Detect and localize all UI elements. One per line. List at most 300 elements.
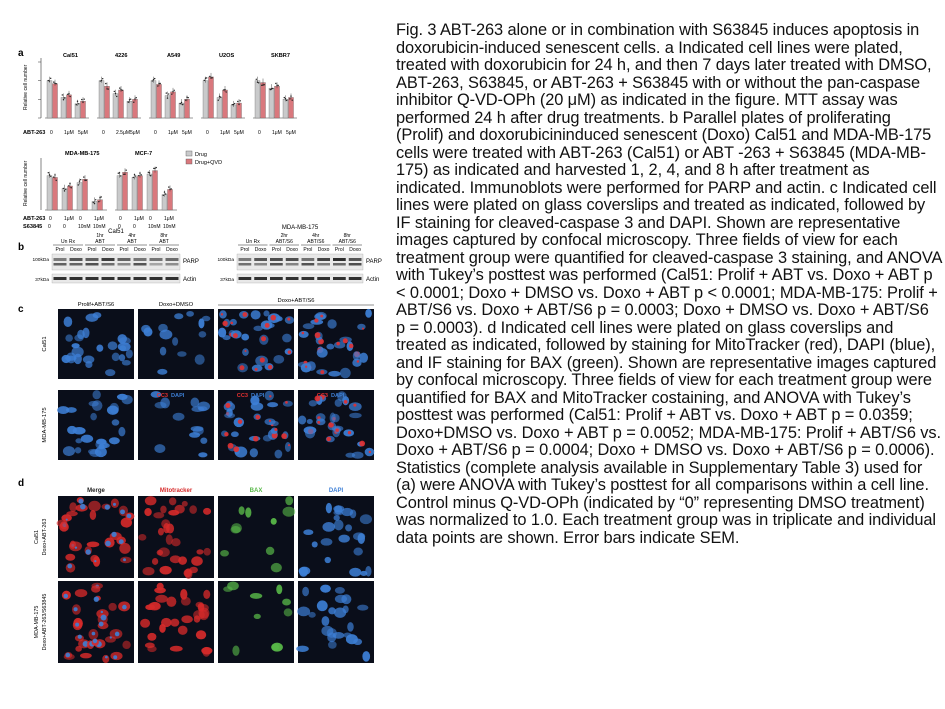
accent-signal (101, 611, 103, 613)
lane-label: Prol (240, 247, 250, 253)
accent-signal (101, 615, 107, 621)
cleaved-parp-band (166, 263, 179, 266)
accent-signal (105, 505, 110, 510)
cellline-title: MCF-7 (135, 151, 153, 157)
cell-nucleus (198, 452, 207, 457)
data-point (171, 188, 172, 189)
data-point (102, 78, 103, 79)
cell-nucleus (145, 643, 155, 649)
accent-signal (93, 639, 98, 644)
data-point (262, 84, 263, 85)
accent-signal (288, 444, 290, 446)
cell-nucleus (91, 585, 100, 592)
cell-nucleus (327, 632, 336, 642)
panel-b-label: b (18, 242, 25, 253)
data-point (220, 96, 221, 97)
cell-nucleus (317, 600, 328, 611)
data-point (83, 176, 84, 177)
cell-nucleus (335, 595, 347, 603)
cell-nucleus (326, 344, 334, 350)
accent-signal (242, 312, 247, 317)
cell-nucleus (93, 556, 100, 567)
bar (255, 81, 260, 118)
cell-nucleus (85, 361, 92, 368)
dapi-label: DAPI (331, 393, 345, 399)
lane-label: Doxo (254, 247, 267, 253)
bar (99, 81, 104, 118)
bar (53, 177, 58, 210)
parp-band (302, 258, 315, 261)
data-point (234, 103, 235, 104)
accent-signal (110, 636, 112, 638)
data-point (138, 175, 139, 176)
cell-nucleus (173, 413, 185, 421)
cell-nucleus (112, 419, 120, 425)
cleaved-parp-band (118, 263, 131, 266)
data-point (48, 172, 49, 173)
data-point (76, 104, 77, 105)
cell-nucleus (353, 638, 362, 645)
data-point (168, 186, 169, 187)
accent-signal (230, 322, 233, 325)
bar (165, 96, 170, 118)
xtick-label: 5μM (130, 130, 140, 136)
data-point (119, 87, 120, 88)
data-point (67, 94, 68, 95)
data-point (105, 83, 106, 84)
row2-abt-label: ABT-263 (23, 216, 46, 222)
panel-c-label: c (18, 304, 24, 315)
cleaved-parp-band (317, 263, 330, 266)
cell-nucleus (275, 450, 283, 459)
cell-nucleus (157, 369, 167, 375)
xtick-s6: 10nM (78, 224, 91, 230)
cell-nucleus (263, 435, 272, 442)
data-point (206, 77, 207, 78)
cell-nucleus (96, 344, 103, 351)
actin-band (333, 277, 346, 280)
cell-nucleus (203, 508, 211, 515)
cell-nucleus (353, 532, 365, 540)
bar (283, 99, 288, 118)
accent-signal (78, 635, 82, 639)
cell-nucleus (254, 614, 261, 619)
cell-nucleus (198, 604, 208, 612)
cell-nucleus (75, 646, 82, 652)
protein-actin: Actin (183, 277, 197, 283)
ylabel-row2: Relative cell number (23, 160, 29, 206)
bar (168, 189, 173, 210)
cell-nucleus (154, 444, 165, 453)
cell-nucleus (335, 399, 342, 407)
accent-signal (255, 415, 260, 420)
timepoint-label: ABT (95, 239, 105, 245)
data-point (185, 100, 186, 101)
accent-signal (353, 404, 356, 407)
cell-nucleus (326, 503, 332, 513)
data-point (50, 176, 51, 177)
lane-label: Prol (271, 247, 281, 253)
cell-nucleus (80, 653, 92, 658)
cell-nucleus (105, 369, 115, 376)
parp-band (70, 258, 83, 261)
cell-nucleus (178, 626, 188, 635)
parp-band (150, 258, 163, 261)
xtick-abt: 0 (79, 216, 82, 222)
parp-band (349, 258, 362, 261)
timepoint-label: 2hr (280, 233, 288, 239)
data-point (141, 174, 142, 175)
accent-signal (94, 560, 96, 562)
cell-nucleus (172, 337, 178, 346)
data-point (156, 167, 157, 168)
cell-nucleus (57, 520, 68, 527)
cell-nucleus (353, 351, 360, 360)
cell-nucleus (223, 586, 233, 592)
timepoint-label: ABT/S6 (275, 239, 293, 245)
bar (209, 77, 214, 118)
actin-band (54, 277, 67, 280)
data-point (50, 78, 51, 79)
accent-signal (63, 594, 68, 599)
cell-nucleus (191, 556, 203, 566)
panel-a-row1 (23, 53, 297, 136)
cell-nucleus (196, 630, 206, 639)
cell-nucleus (345, 524, 352, 531)
data-point (168, 93, 169, 94)
cleaved-parp-band (270, 263, 283, 266)
bar (68, 186, 73, 210)
col-title: BAX (249, 488, 263, 494)
cell-nucleus (118, 427, 125, 437)
accent-signal (335, 429, 338, 432)
bar (53, 84, 58, 118)
data-point (275, 83, 276, 84)
cell-nucleus (185, 568, 193, 579)
data-point (223, 89, 224, 90)
data-point (130, 99, 131, 100)
data-point (212, 77, 213, 78)
accent-signal (265, 323, 270, 328)
data-point (284, 97, 285, 98)
cell-nucleus (320, 585, 331, 593)
cell-nucleus (224, 413, 235, 418)
cell-nucleus (296, 646, 309, 652)
cell-nucleus (282, 334, 292, 343)
accent-signal (357, 360, 360, 363)
data-point (264, 84, 265, 85)
cell-nucleus (92, 390, 100, 399)
cell-nucleus (360, 514, 372, 524)
cc3-label: CC3 (316, 393, 328, 399)
cell-nucleus (265, 391, 274, 401)
bar (113, 94, 118, 118)
actin-band (270, 277, 283, 280)
cell-nucleus (273, 355, 284, 364)
cell-nucleus (181, 597, 191, 606)
cell-nucleus (345, 453, 355, 458)
data-point (163, 195, 164, 196)
cell-nucleus (93, 312, 102, 318)
cell-nucleus (362, 651, 370, 662)
bar (151, 81, 156, 118)
parp-band (54, 258, 67, 261)
bar (185, 99, 190, 118)
bar (127, 101, 132, 118)
xtick-label: 5μM (234, 130, 244, 136)
lane-label: Doxo (286, 247, 298, 253)
data-point (53, 81, 54, 82)
cell-nucleus (75, 589, 87, 597)
cell-nucleus (200, 437, 207, 443)
cc3-label: CC3 (156, 393, 168, 399)
timepoint-label: Un Rx (61, 239, 75, 245)
figure-caption: Fig. 3 ABT-263 alone or in combination with S63845 induces apoptosis in doxorubicin-induced senescent cells. a Indicated cell lines were plated, treated with doxorubicin for 24 h, and then 7 days later treated with DMSO, ABT-263, S63845, or ABT-263 + S63845 with or without the pan-caspase inhibitor Q-VD-OPh (20 μM) as indicated in the figure. MTT assay was performed 24 h after drug treatments. b Parallel plates of proliferating (Prolif) and doxorubicininduced senescent (Doxo) Cal51 and MDA-MB-175 cells were treated with ABT-263 (Cal51) or ABT -263 + S63845 (MDA-MB-175) as indicated and harvested 1, 2, 4, and 8 h after treatment as indicated. Immunoblots were performed for PARP and actin. c Indicated cell lines were plated on glass coverslips and treated as indicated, followed by IF staining for cleaved-caspase 3 and DAPI. Shown are representative images captured by confocal microscopy. Three fields of view for each treatment group were quantified for cleaved-caspase 3 staining, and ANOVA with Tukey’s posttest was performed (Cal51: Prolif + ABT vs. Doxo + ABT p < 0.0001; Doxo + DMSO vs. Doxo + ABT p < 0.0001; MDA-MB-175: Prolif + ABT/S6 vs. Doxo + ABT/S6 p = 0.0003; Doxo + DMSO vs. Doxo + ABT/S6 p = 0.0003). d Indicated cell lines were plated on glass coverslips and treated as indicated, followed by staining for MitoTracker (red), DAPI (blue), and IF staining for BAX (green). Shown are representative images captured by confocal microscopy. Three fields of view for each treatment group were quantified for BAX and MitoTracker costaining, and ANOVA with Tukey’s posttest was performed (Cal51: Prolif + ABT vs. Doxo + ABT p = 0.0359; Doxo+DMSO vs. Doxo + ABT p = 0.0052; MDA-MB-175: Prolif + ABT/S6 vs. Doxo + ABT/S6 p = 0.0004; Doxo + DMSO vs. Doxo + ABT/S6 p = 0.0006). Statistics (complete analysis available in Supplementary Table 3) used for (a) were ANOVA with Tukey’s posttest for all comparisons within a cell line. Control minus Q-VD-OPh (indicated by “0” representing DMSO treatment) was normalized to 1.0. Each treatment group was in triplicate and individual data points are shown. Error bars indicate SEM. (396, 21, 942, 547)
data-point (160, 83, 161, 84)
accent-signal (344, 400, 348, 404)
cell-nucleus (231, 523, 242, 533)
bar (203, 81, 208, 118)
accent-signal (238, 419, 243, 424)
data-point (62, 94, 63, 95)
cell-nucleus (271, 563, 282, 572)
legend-drug-qvd: Drug+QVD (195, 160, 223, 166)
cell-nucleus (263, 310, 269, 316)
parp-band (118, 258, 131, 261)
actin-band (150, 277, 163, 280)
data-point (106, 88, 107, 89)
data-point (80, 179, 81, 180)
cell-nucleus (203, 590, 210, 599)
data-point (123, 174, 124, 175)
cell-nucleus (121, 517, 132, 527)
accent-signal (320, 315, 323, 318)
figure-svg (18, 10, 386, 700)
data-point (135, 175, 136, 176)
accent-signal (99, 622, 104, 627)
cell-nucleus (160, 398, 170, 409)
cell-nucleus (155, 595, 168, 603)
bar (117, 176, 122, 210)
cell-nucleus (119, 543, 130, 554)
accent-signal (233, 333, 238, 338)
cell-nucleus (142, 567, 154, 575)
panel-d-images (34, 488, 374, 663)
xtick-abt: 1μM (64, 216, 74, 222)
bar (77, 183, 82, 210)
cell-nucleus (349, 413, 361, 418)
data-point (174, 90, 175, 91)
timepoint-label: 8hr (343, 233, 351, 239)
cleaved-parp-band (349, 263, 362, 266)
data-point (237, 101, 238, 102)
bar (62, 189, 67, 210)
cell-nucleus (232, 646, 239, 656)
col-title: Merge (87, 488, 105, 494)
bar (132, 177, 137, 210)
accent-signal (80, 504, 86, 510)
lane-label: Prol (334, 247, 344, 253)
xtick-label: 0 (154, 130, 157, 136)
lane-label: Doxo (166, 247, 178, 253)
accent-signal (260, 357, 265, 362)
data-point (84, 98, 85, 99)
accent-signal (94, 596, 99, 601)
parp-band (102, 258, 115, 261)
accent-signal (305, 365, 307, 367)
cell-nucleus (88, 449, 99, 454)
cell-nucleus (158, 547, 170, 557)
cell-nucleus (305, 428, 315, 439)
cell-nucleus (357, 605, 368, 611)
parp-band (86, 258, 99, 261)
bar (81, 101, 86, 118)
marker-100: 100kDa (217, 258, 234, 263)
cell-nucleus (158, 324, 168, 332)
xtick-abt: 1μM (134, 216, 144, 222)
bar (162, 195, 167, 210)
cell-nucleus (245, 507, 251, 517)
col-title: Doxo+ABT/S6 (277, 298, 315, 304)
cell-nucleus (231, 431, 239, 437)
cell-nucleus (193, 427, 204, 436)
cell-nucleus (309, 400, 317, 406)
actin-band (102, 277, 115, 280)
cell-nucleus (284, 608, 293, 616)
timepoint-label: ABT/S6 (338, 239, 356, 245)
col-title: Doxo+DMSO (158, 302, 194, 308)
bar (119, 90, 124, 118)
bar (147, 174, 152, 210)
cleaved-parp-band (102, 263, 115, 266)
timepoint-label: ABT (159, 239, 169, 245)
cell-nucleus (174, 313, 183, 319)
data-point (166, 92, 167, 93)
legend-drug: Drug (195, 152, 207, 158)
cell-nucleus (299, 331, 309, 338)
data-point (133, 177, 134, 178)
accent-signal (123, 558, 126, 561)
cell-nucleus (160, 506, 166, 514)
cellline-title: Cal51 (63, 53, 78, 59)
bar (105, 86, 110, 118)
bar (67, 95, 72, 118)
accent-signal (113, 503, 116, 506)
cell-nucleus (308, 612, 315, 618)
cell-nucleus (166, 534, 173, 545)
actin-band (254, 277, 267, 280)
data-point (128, 102, 129, 103)
micro-bg (138, 390, 214, 460)
cell-nucleus (120, 345, 127, 351)
data-point (256, 79, 257, 80)
micro-bg (218, 496, 294, 578)
lane-label: Doxo (349, 247, 361, 253)
bar (138, 176, 143, 210)
bar (269, 88, 274, 118)
cell-nucleus (65, 554, 75, 561)
data-point (93, 202, 94, 203)
accent-signal (281, 433, 287, 439)
marker-37: 37kDa (35, 278, 49, 283)
micro-bg (298, 581, 374, 663)
cell-nucleus (266, 547, 274, 555)
timepoint-label: Un Rx (245, 239, 260, 245)
bar (61, 97, 66, 118)
data-point (78, 103, 79, 104)
lane-label: Prol (151, 247, 161, 253)
cell-nucleus (220, 550, 229, 557)
data-point (154, 78, 155, 79)
cell-nucleus (250, 448, 258, 457)
cell-nucleus (122, 641, 130, 649)
accent-signal (315, 332, 321, 338)
parp-band (333, 258, 346, 261)
cell-nucleus (199, 331, 207, 337)
accent-signal (269, 420, 271, 422)
accent-signal (75, 546, 77, 548)
cell-nucleus (302, 587, 309, 597)
data-point (270, 89, 271, 90)
cell-nucleus (90, 413, 97, 421)
cell-nucleus (138, 534, 146, 541)
cell-nucleus (328, 371, 340, 377)
data-point (126, 169, 127, 170)
data-point (53, 176, 54, 177)
cell-nucleus (341, 508, 353, 516)
cell-nucleus (75, 438, 82, 443)
row-label: MDA-MB-175 (42, 407, 48, 443)
bar (153, 171, 158, 210)
cell-nucleus (271, 644, 279, 651)
xtick-abt: 0 (119, 216, 122, 222)
bar (223, 90, 228, 118)
data-point (292, 100, 293, 101)
cell-nucleus (357, 324, 365, 330)
cell-nucleus (119, 337, 131, 345)
xtick-label: 5μM (78, 130, 88, 136)
cell-nucleus (119, 354, 125, 361)
data-point (136, 97, 137, 98)
cell-nucleus (66, 352, 76, 363)
bar (83, 179, 88, 210)
lane-label: Prol (87, 247, 97, 253)
accent-signal (239, 365, 244, 370)
data-point (114, 91, 115, 92)
accent-signal (274, 428, 277, 431)
panel-d-label: d (18, 478, 25, 489)
parp-band (270, 258, 283, 261)
cell-nucleus (322, 522, 335, 532)
data-point (289, 98, 290, 99)
actin-band (317, 277, 330, 280)
cell-nucleus (160, 566, 172, 575)
accent-signal (317, 421, 320, 424)
cell-nucleus (241, 334, 249, 341)
cleaved-parp-band (54, 263, 67, 266)
cell-nucleus (152, 558, 158, 565)
data-point (108, 88, 109, 89)
accent-signal (224, 432, 228, 436)
parp-membrane (52, 254, 180, 270)
data-point (152, 80, 153, 81)
cell-nucleus (170, 619, 179, 627)
actin-band (134, 277, 147, 280)
lane-label: Prol (55, 247, 65, 253)
data-point (188, 97, 189, 98)
cell-nucleus (334, 520, 344, 531)
data-point (272, 88, 273, 89)
